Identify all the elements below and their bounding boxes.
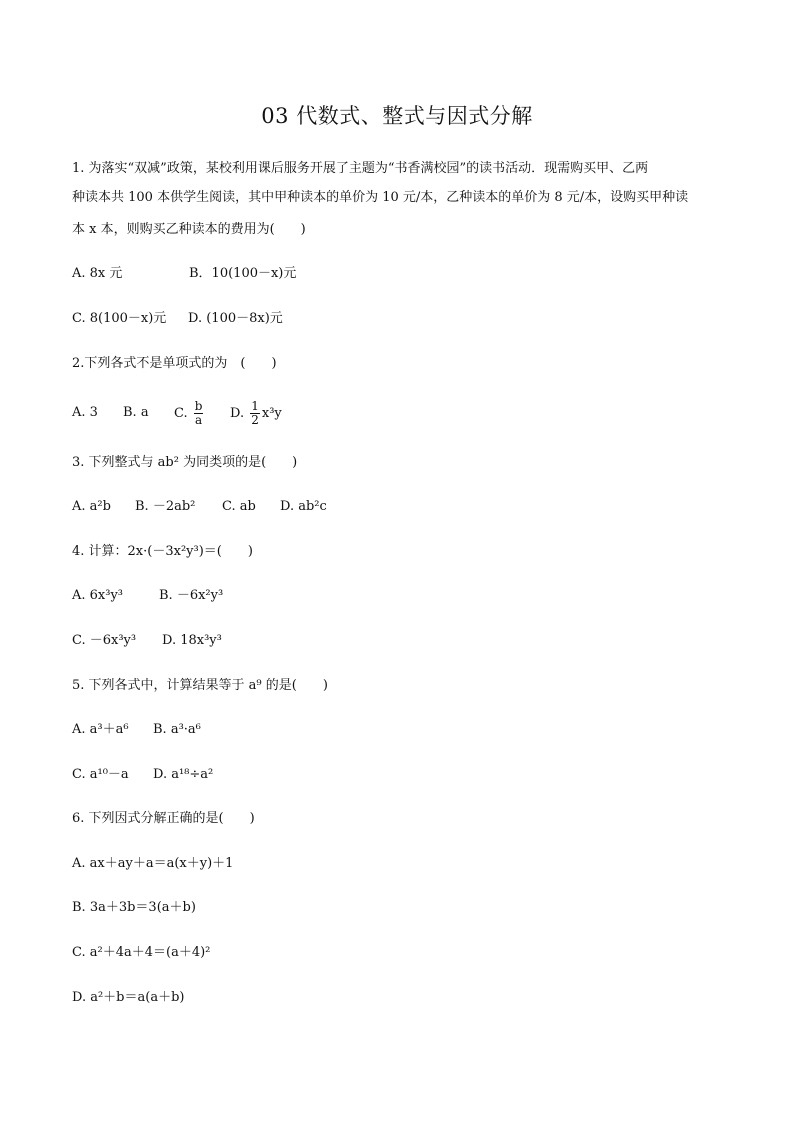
fraction-numerator: 1 <box>251 398 259 413</box>
q2-option-d <box>230 400 282 427</box>
q2-option-c-label: C. <box>174 405 188 421</box>
fraction-denominator: 2 <box>251 412 259 427</box>
q6-stem: 6. 下列因式分解正确的是( ) <box>72 811 255 826</box>
q1-option-c: C. 8(100－x)元 <box>72 311 167 326</box>
q3-stem: 3. 下列整式与 ab² 为同类项的是( ) <box>72 455 298 470</box>
q1-stem-line-3: 本 x 本，则购买乙种读本的费用为( ) <box>72 222 306 237</box>
q2-option-a: A. 3 <box>72 405 98 420</box>
q4-option-a: A. 6x³y³ <box>72 588 124 603</box>
q3-option-b: B. －2ab² <box>135 499 196 514</box>
q6-option-c: C. a²＋4a＋4＝(a＋4)² <box>72 945 211 960</box>
q4-option-c: C. －6x³y³ <box>72 633 137 648</box>
q2-option-c-fraction <box>194 400 204 427</box>
q1-option-b: B．10(100－x)元 <box>189 266 297 281</box>
q2-option-b: B. a <box>123 405 149 420</box>
page-title: 03 代数式、整式与因式分解 <box>261 104 533 128</box>
q2-stem: 2.下列各式不是单项式的为 ( ) <box>72 356 277 371</box>
q5-option-d: D. a¹⁸÷a² <box>153 767 214 782</box>
q5-stem: 5. 下列各式中，计算结果等于 a⁹ 的是( ) <box>72 678 328 693</box>
q2-option-d-rest: x³y <box>261 405 282 421</box>
q6-option-a: A. ax＋ay＋a＝a(x＋y)＋1 <box>72 856 234 871</box>
q1-options-row-1 <box>72 265 732 283</box>
q4-options-row-2 <box>72 632 732 650</box>
q3-options-row <box>72 498 732 516</box>
q2-option-d-label: D. <box>230 405 245 421</box>
q6-option-b: B. 3a＋3b＝3(a＋b) <box>72 900 196 915</box>
q2-options-row <box>72 396 732 430</box>
q3-option-d: D. ab²c <box>280 499 327 514</box>
q4-stem: 4. 计算：2x·(－3x²y³)＝( ) <box>72 544 253 559</box>
q5-option-c: C. a¹⁰－a <box>72 767 129 782</box>
q3-option-a: A. a²b <box>72 499 111 514</box>
q1-option-d: D. (100－8x)元 <box>188 311 283 326</box>
q4-option-b: B. －6x²y³ <box>159 588 224 603</box>
q1-stem-line-2: 种读本共 100 本供学生阅读，其中甲种读本的单价为 10 元/本，乙种读本的单价为 8 元/本，设购买甲种读 <box>72 190 689 205</box>
q1-options-row-2 <box>72 310 732 328</box>
q5-options-row-2 <box>72 766 732 784</box>
q6-option-d: D. a²＋b＝a(a＋b) <box>72 990 185 1005</box>
q4-options-row-1 <box>72 587 732 605</box>
q5-option-a: A. a³＋a⁶ <box>72 722 129 737</box>
fraction-numerator: b <box>194 398 203 413</box>
q5-options-row-1 <box>72 721 732 739</box>
q4-option-d: D. 18x³y³ <box>162 633 222 648</box>
q1-option-a: A. 8x 元 <box>72 266 123 281</box>
q2-option-d-fraction <box>250 400 260 427</box>
q5-option-b: B. a³·a⁶ <box>153 722 201 737</box>
q1-stem-line-1: 1. 为落实“双减”政策，某校利用课后服务开展了主题为“书香满校园”的读书活动．现需购买甲、乙两 <box>72 161 649 176</box>
fraction-denominator: a <box>195 412 203 427</box>
q2-option-c <box>174 400 230 427</box>
q3-option-c: C. ab <box>222 499 256 514</box>
